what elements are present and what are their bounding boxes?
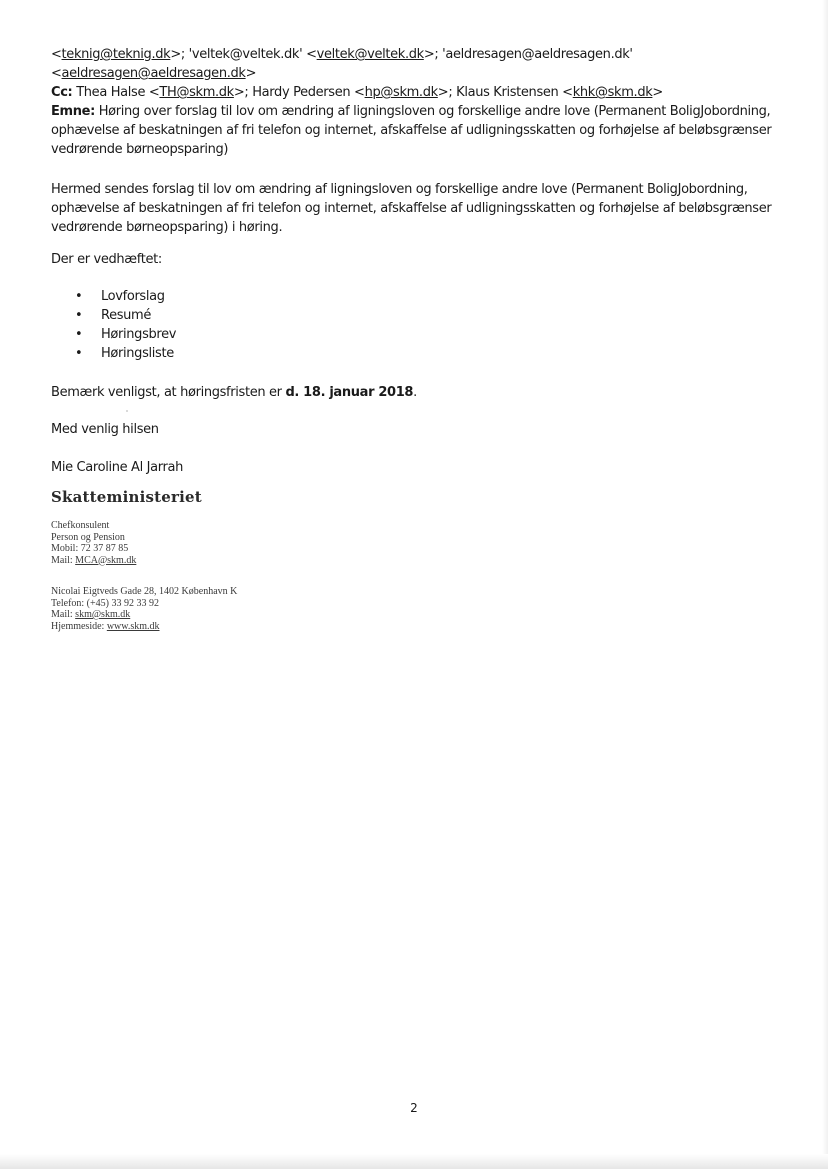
list-item: • Lovforslag [51, 287, 176, 306]
email-link[interactable]: khk@skm.dk [572, 85, 653, 100]
email-link[interactable]: MCA@skm.dk [75, 554, 137, 566]
organization-name: Skatteministeriet [51, 488, 202, 506]
email-link[interactable]: TH@skm.dk [159, 85, 234, 100]
page-number: 2 [410, 1101, 418, 1115]
attachment-list [51, 287, 176, 363]
list-item: • Høringsliste [51, 344, 176, 363]
scan-edge-shadow [822, 0, 828, 1169]
department: Person og Pension [51, 531, 125, 543]
list-item: • Høringsbrev [51, 325, 176, 344]
cc-line: Cc: Thea Halse <TH@skm.dk>; Hardy Pedersen <hp@skm.dk>; Klaus Kristensen <khk@skm.dk> [51, 85, 663, 100]
phone: Telefon: (+45) 33 92 33 92 [51, 597, 159, 609]
signature-address [51, 586, 237, 632]
attached-intro: Der er vedhæftet: [51, 252, 162, 267]
greeting: Med venlig hilsen [51, 422, 159, 437]
subject-label: Emne: [51, 104, 95, 119]
scan-bottom-edge [0, 1154, 828, 1169]
cc-label: Cc: [51, 85, 73, 100]
website-line: Hjemmeside: www.skm.dk [51, 620, 160, 632]
email-header [51, 45, 781, 159]
email-link[interactable]: aeldresagen@aeldresagen.dk [61, 66, 246, 81]
to-line-1: <teknig@teknig.dk>; 'veltek@veltek.dk' <veltek@veltek.dk>; 'aeldresagen@aeldresagen.dk' [51, 47, 633, 62]
website-link[interactable]: www.skm.dk [106, 620, 160, 632]
deadline-date: d. 18. januar 2018 [285, 385, 414, 400]
email-link[interactable]: hp@skm.dk [364, 85, 438, 100]
signature-contact [51, 520, 136, 566]
email-link[interactable]: teknig@teknig.dk [61, 47, 171, 62]
subject-line [51, 102, 781, 159]
mail-line: Mail: skm@skm.dk [51, 609, 131, 620]
body-paragraph: Hermed sendes forslag til lov om ændring af ligningsloven og forskellige andre love (Permanent BoligJobordning, ophævelse af beskatningen af fri telefon og internet, afskaffelse af udligningsskatten og forhøjelse af beløbsgrænser vedrørende børneopsparing) i høring. [51, 182, 772, 235]
mobile: Mobil: 72 37 87 85 [51, 543, 129, 554]
list-item: • Resumé [51, 306, 176, 325]
email-link[interactable]: skm@skm.dk [75, 609, 131, 620]
mail-line: Mail: MCA@skm.dk [51, 554, 137, 566]
to-line-2: <aeldresagen@aeldresagen.dk> [51, 66, 257, 81]
address: Nicolai Eigtveds Gade 28, 1402 København K [51, 586, 238, 597]
scan-speck [126, 410, 128, 412]
subject-text: Høring over forslag til lov om ændring af ligningsloven og forskellige andre love (Permanent BoligJobordning, ophævelse af beskatningen af fri telefon og internet, afskaffelse af udligningsskatten og forhøjelse af beløbsgrænser vedrørende børneopsparing) [51, 104, 772, 157]
job-title: Chefkonsulent [51, 520, 110, 531]
signer-name: Mie Caroline Al Jarrah [51, 460, 184, 475]
deadline-note: Bemærk venligst, at høringsfristen er d. 18. januar 2018. [51, 385, 417, 400]
email-link[interactable]: veltek@veltek.dk [316, 47, 424, 62]
